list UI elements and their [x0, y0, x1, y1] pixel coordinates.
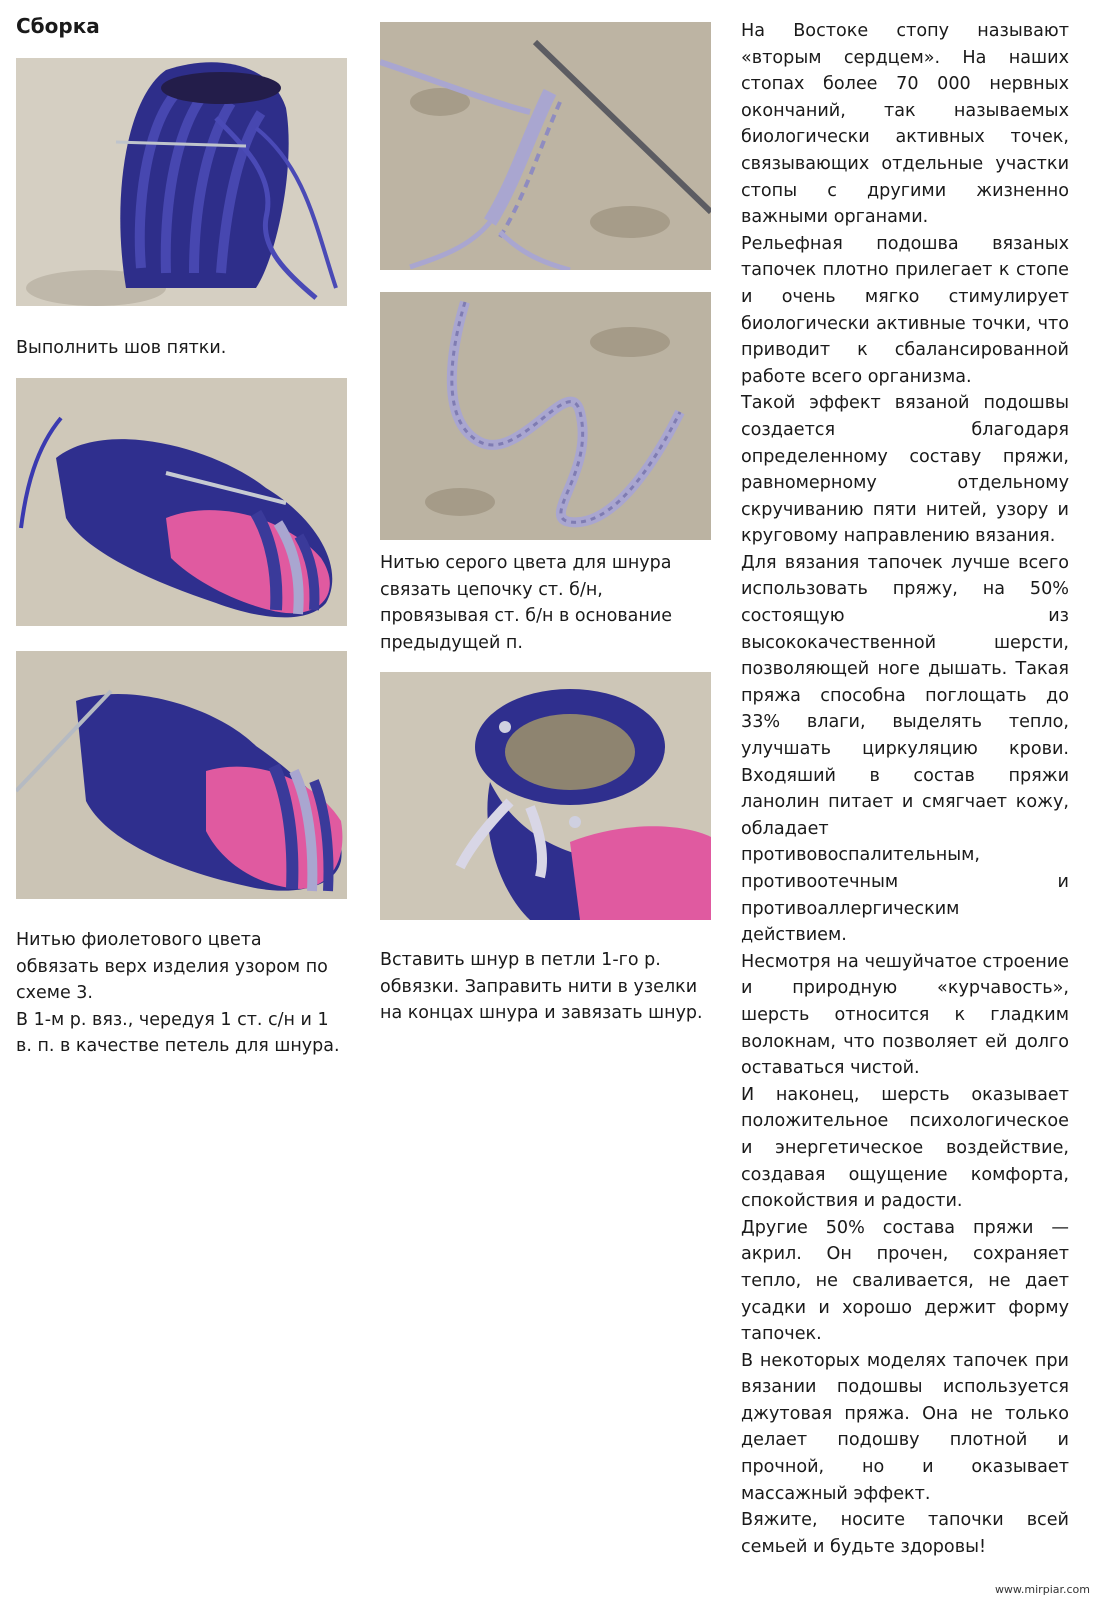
- article-paragraph: Несмотря на чешуйчатое строение и природную «курчавость», шерсть относится к гладким волокнам, что позволяет ей долго оставаться чистой.: [741, 951, 1069, 1079]
- article-paragraph: И наконец, шерсть оказывает положительное психологическое и энергетическое воздействие, создавая ощущение комфорта, спокойствия и радости.: [741, 1084, 1069, 1212]
- photo-chain-hook: [380, 22, 711, 270]
- photo-slipper-needle: [16, 651, 347, 899]
- article-paragraph: Для вязания тапочек лучше всего использовать пряжу, на 50% состоящую из высококачественной шерсти, позволяющей ноге дышать. Такая пряжа способна поглощать до 33% влаги, выделять тепло, улучшать циркуляцию крови. Входяший в состав пряжи ланолин питает и смягчает кожу, обладает противовоспалительным, противоотечным и противоаллергическим действием.: [741, 552, 1069, 946]
- caption-edge: [16, 927, 348, 1060]
- article-paragraph: На Востоке стопу называют «вторым сердцем». На наших стопах более 70 000 нервных окончаний, так называемых биологически активных точек, связывающих отдельные участки стопы с другими жизненно важными органами.: [741, 21, 1069, 228]
- photo-heel-seam: [16, 58, 347, 306]
- photo-slipper-hook: [16, 378, 347, 626]
- caption-cord: Нитью серого цвета для шнура связать цепочку ст. б/н, провязывая ст. б/н в основание предыдущей п.: [380, 553, 672, 653]
- article-paragraph: В некоторых моделях тапочек при вязании подошвы используется джутовая пряжа. Она не только делает подошву плотной и прочной, но и оказывает массажный эффект.: [741, 1350, 1069, 1504]
- watermark: www.mirpiar.com: [994, 1583, 1090, 1596]
- photo-grey-cord: [380, 292, 711, 540]
- caption-edge-2: В 1-м р. вяз., чередуя 1 ст. с/н и 1 в. п. в качестве петель для шнура.: [16, 1009, 340, 1056]
- caption-edge-1: Нитью фиолетового цвета обвязать верх изделия узором по схеме 3.: [16, 930, 328, 1003]
- article-paragraph: Такой эффект вязаной подошвы создается благодаря определенному составу пряжи, равномерному отдельному скручиванию пяти нитей, узору и круговому направлению вязания.: [741, 393, 1069, 547]
- article-text: [741, 18, 1069, 1560]
- article-paragraph: Рельефная подошва вязаных тапочек плотно прилегает к стопе и очень мягко стимулирует биологически активные точки, что приводит к сбалансированной работе всего организма.: [741, 233, 1069, 387]
- article-paragraph: Вяжите, носите тапочки всей семьей и будьте здоровы!: [741, 1510, 1069, 1557]
- section-title: Сборка: [16, 14, 100, 38]
- article-paragraph: Другие 50% состава пряжи — акрил. Он прочен, сохраняет тепло, не сваливается, не дает усадки и хорошо держит форму тапочек.: [741, 1217, 1069, 1345]
- caption-insert-cord: Вставить шнур в петли 1-го р. обвязки. Заправить нити в узелки на концах шнура и завязать шнур.: [380, 950, 703, 1023]
- caption-heel-seam: Выполнить шов пятки.: [16, 338, 227, 358]
- photo-finished-slipper: [380, 672, 711, 920]
